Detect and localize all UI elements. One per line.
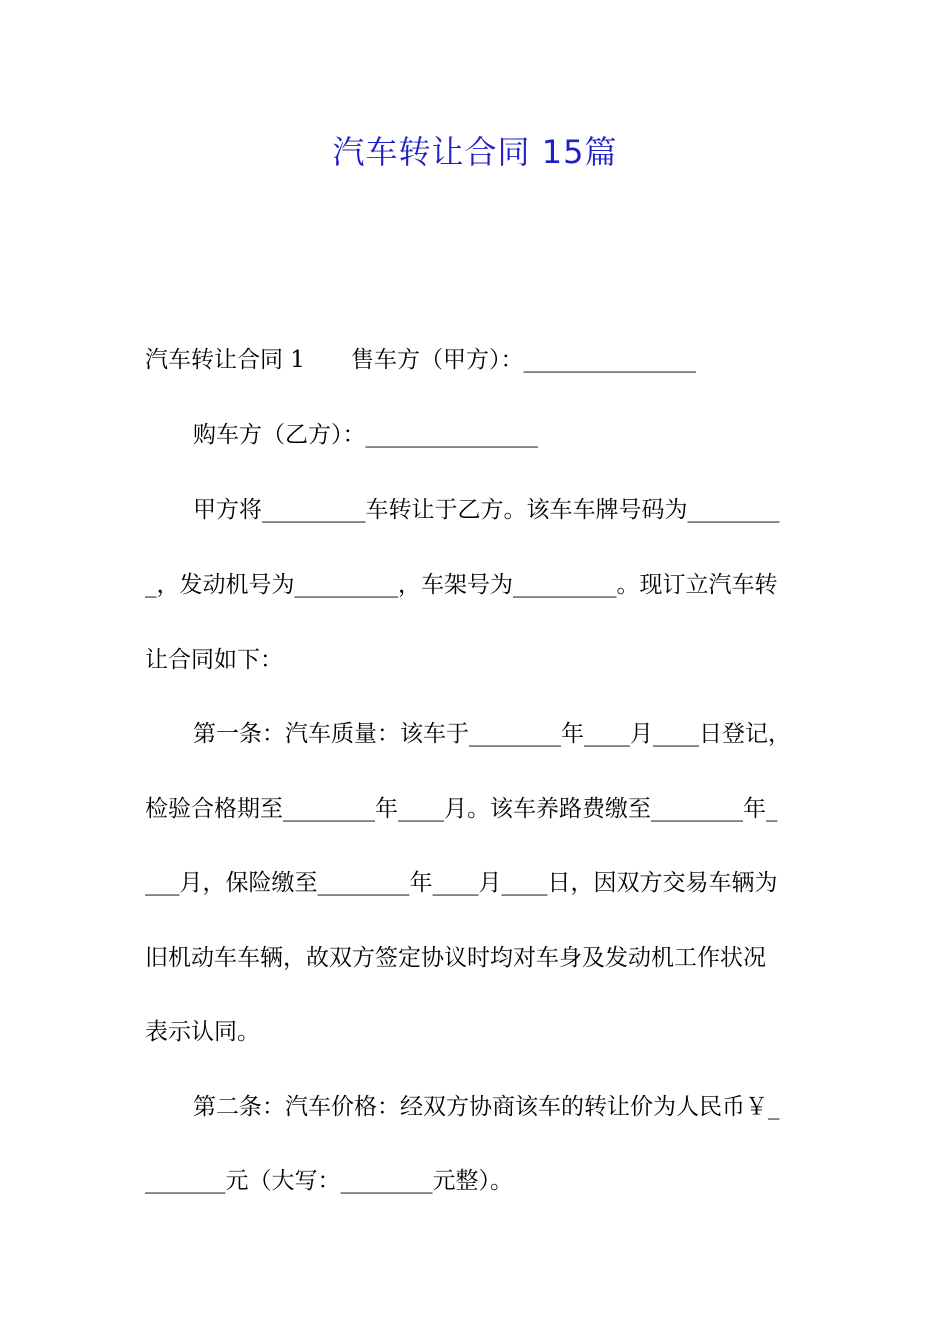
paragraph-line: _，发动机号为_________，车架号为_________。现订立汽车转 <box>145 572 778 598</box>
buyer-line: 购车方（乙方）：_______________ <box>193 422 538 448</box>
paragraph-line: 旧机动车车辆，故双方签定协议时均对车身及发动机工作状况 <box>145 945 766 971</box>
paragraph-line: 检验合格期至________年____月。该车养路费缴至________年_ <box>145 796 778 822</box>
contract-heading-seller-line: 汽车转让合同 1 售车方（甲方）：_______________ <box>145 347 696 373</box>
paragraph-line: ___月，保险缴至________年____月____日，因双方交易车辆为 <box>145 870 778 896</box>
paragraph-line: 甲方将_________车转让于乙方。该车车牌号码为________ <box>193 497 780 523</box>
paragraph-line: _______元（大写：________元整）。 <box>145 1168 513 1194</box>
paragraph-line: 表示认同。 <box>145 1019 260 1045</box>
article-two-line: 第二条：汽车价格：经双方协商该车的转让价为人民币￥_ <box>193 1094 780 1120</box>
paragraph-line: 让合同如下： <box>145 647 283 673</box>
article-one-line: 第一条：汽车质量：该车于________年____月____日登记， <box>193 721 791 747</box>
document-title: 汽车转让合同 15篇 <box>332 133 618 171</box>
